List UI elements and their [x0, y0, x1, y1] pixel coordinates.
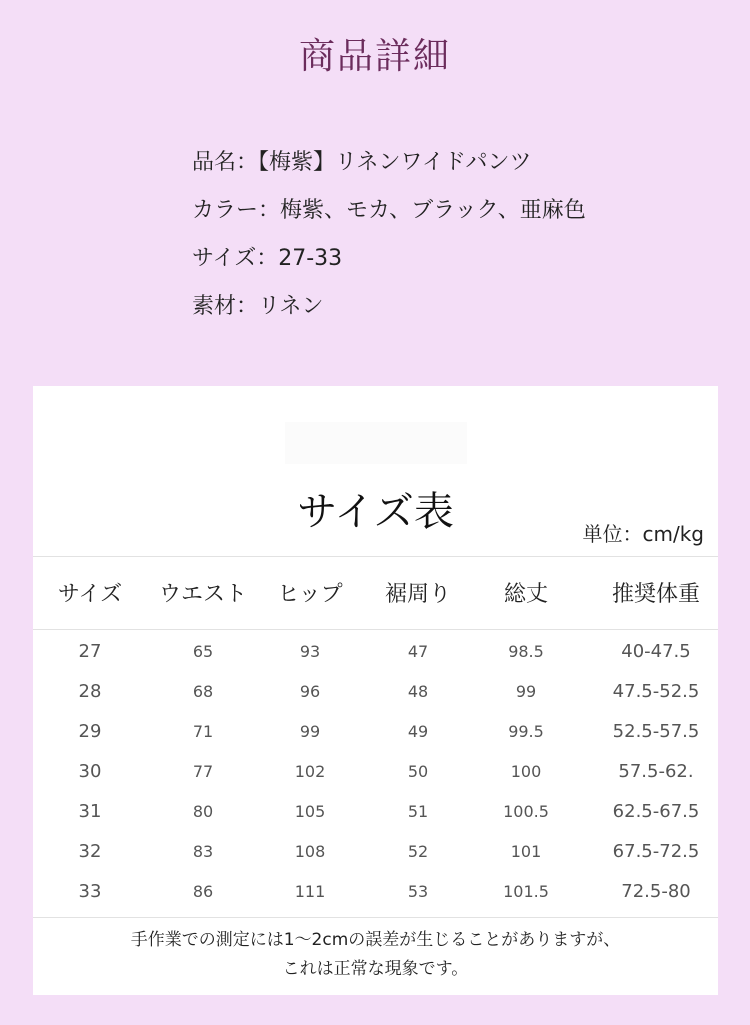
header-size: サイズ — [57, 582, 123, 607]
cell-hip: 111 — [294, 882, 326, 901]
cell-weight: 62.5-67.5 — [612, 801, 700, 822]
note-line: 手作業での測定には1～2cmの誤差が生じることがありますが、 — [130, 930, 621, 950]
cell-weight: 47.5-52.5 — [612, 681, 700, 702]
cell-length: 98.5 — [508, 642, 544, 661]
header-weight: 推奨体重 — [611, 582, 700, 607]
table-row — [33, 632, 718, 672]
product-colors: カラー：梅紫、モカ、ブラック、亜麻色 — [192, 198, 586, 223]
product-material: 素材：リネン — [192, 294, 324, 319]
cell-size: 30 — [78, 761, 102, 782]
product-sizes: サイズ：27-33 — [192, 246, 343, 271]
cell-weight: 40-47.5 — [621, 641, 691, 662]
cell-hem: 51 — [407, 802, 429, 821]
cell-hem: 49 — [407, 722, 429, 741]
cell-weight: 67.5-72.5 — [612, 841, 700, 862]
measurement-note — [33, 926, 718, 984]
table-row — [33, 832, 718, 872]
cell-waist: 77 — [192, 762, 214, 781]
cell-hip: 99 — [299, 722, 321, 741]
product-name: 品名：【梅紫】リネンワイドパンツ — [192, 150, 532, 175]
divider — [33, 556, 718, 557]
cell-length: 100 — [510, 762, 542, 781]
cell-size: 28 — [78, 681, 102, 702]
cell-hem: 50 — [407, 762, 429, 781]
header-hem: 裾周り — [384, 582, 451, 607]
cell-size: 32 — [78, 841, 102, 862]
table-body — [33, 632, 718, 912]
divider — [33, 917, 718, 918]
cell-hem: 52 — [407, 842, 429, 861]
unit-label: 単位：cm/kg — [582, 522, 704, 546]
cell-size: 29 — [78, 721, 102, 742]
table-row — [33, 752, 718, 792]
cell-hip: 93 — [299, 642, 321, 661]
cell-waist: 68 — [192, 682, 214, 701]
table-row — [33, 872, 718, 912]
cell-hip: 108 — [294, 842, 326, 861]
cell-length: 101 — [510, 842, 542, 861]
cell-weight: 57.5-62. — [618, 761, 694, 782]
cell-size: 33 — [78, 881, 102, 902]
table-header — [33, 562, 718, 628]
product-details — [192, 146, 586, 338]
cell-waist: 83 — [192, 842, 214, 861]
cell-hem: 47 — [407, 642, 429, 661]
table-row — [33, 792, 718, 832]
cell-hem: 53 — [407, 882, 429, 901]
cell-hip: 96 — [299, 682, 321, 701]
divider — [33, 629, 718, 630]
table-row — [33, 672, 718, 712]
cell-size: 31 — [78, 801, 102, 822]
cell-length: 100.5 — [503, 802, 549, 821]
size-chart-card — [33, 386, 718, 995]
header-length: 総丈 — [503, 582, 548, 607]
cell-waist: 86 — [192, 882, 214, 901]
cell-waist: 65 — [192, 642, 214, 661]
cell-waist: 71 — [192, 722, 214, 741]
cell-size: 27 — [78, 641, 102, 662]
cell-waist: 80 — [192, 802, 214, 821]
header-hip: ヒップ — [277, 582, 343, 607]
cell-weight: 72.5-80 — [621, 881, 691, 902]
size-chart-title: サイズ表 — [297, 489, 454, 535]
cell-length: 99 — [515, 682, 537, 701]
header-waist: ウエスト — [158, 582, 247, 607]
table-row — [33, 712, 718, 752]
cell-hip: 102 — [294, 762, 326, 781]
note-line: これは正常な現象です。 — [282, 959, 469, 979]
page-title: 商品詳細 — [298, 36, 451, 77]
cell-weight: 52.5-57.5 — [612, 721, 700, 742]
cell-length: 101.5 — [503, 882, 549, 901]
placeholder-box — [285, 422, 467, 464]
cell-length: 99.5 — [508, 722, 544, 741]
cell-hem: 48 — [407, 682, 429, 701]
cell-hip: 105 — [294, 802, 326, 821]
